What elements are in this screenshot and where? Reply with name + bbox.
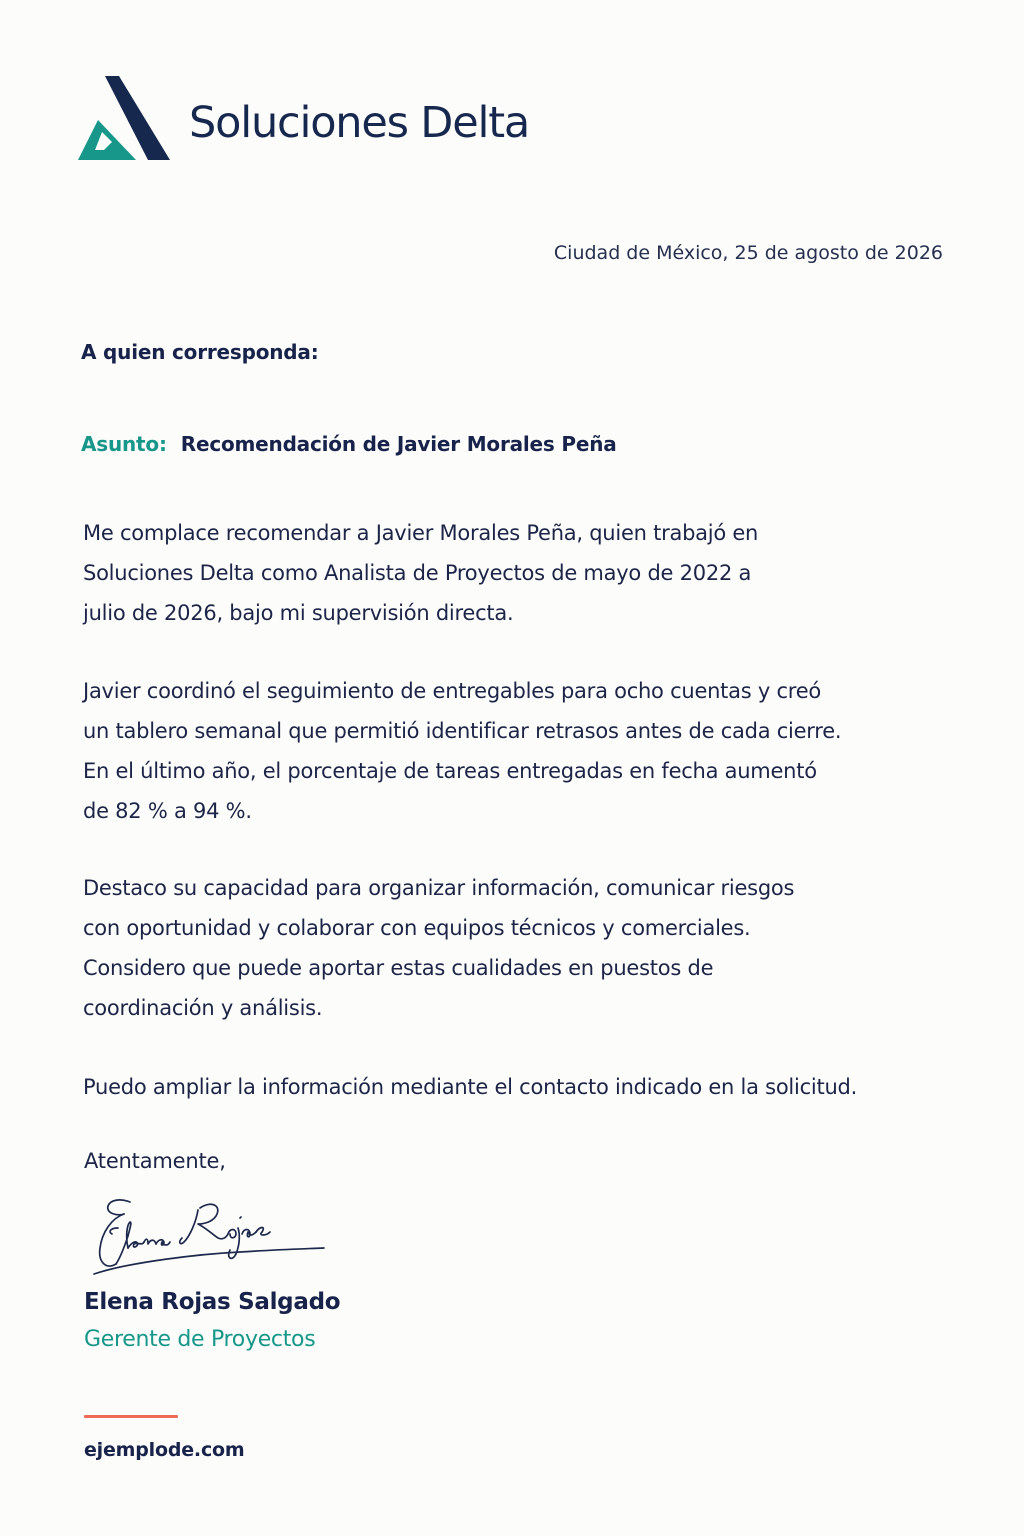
paragraph-line: Me complace recomendar a Javier Morales Peña, quien trabajó en bbox=[83, 521, 759, 545]
paragraph-line: con oportunidad y colaborar con equipos técnicos y comerciales. bbox=[83, 916, 751, 940]
handwritten-signature bbox=[90, 1192, 330, 1282]
signer-title: Gerente de Proyectos bbox=[84, 1327, 316, 1352]
paragraph-line: Considero que puede aportar estas cualidades en puestos de bbox=[83, 956, 714, 980]
body-paragraph-4 bbox=[83, 1067, 963, 1107]
paragraph-line: Soluciones Delta como Analista de Proyectos de mayo de 2022 a bbox=[83, 561, 752, 585]
salutation: A quien corresponda: bbox=[81, 340, 319, 364]
paragraph-line: un tablero semanal que permitió identificar retrasos antes de cada cierre. bbox=[83, 719, 842, 743]
subject-label: Asunto: bbox=[81, 432, 167, 456]
paragraph-line: de 82 % a 94 %. bbox=[83, 799, 252, 823]
paragraph-line: coordinación y análisis. bbox=[83, 996, 323, 1020]
signer-name: Elena Rojas Salgado bbox=[84, 1289, 341, 1315]
body-paragraph-2 bbox=[83, 671, 963, 831]
paragraph-line: Javier coordinó el seguimiento de entregables para ocho cuentas y creó bbox=[83, 679, 821, 703]
delta-triangle-logo-icon bbox=[78, 76, 170, 162]
letter-date: Ciudad de México, 25 de agosto de 2026 bbox=[553, 242, 943, 264]
paragraph-line: En el último año, el porcentaje de tareas entregadas en fecha aumentó bbox=[83, 759, 817, 783]
closing: Atentamente, bbox=[84, 1149, 226, 1173]
subject-text: Recomendación de Javier Morales Peña bbox=[180, 432, 617, 456]
paragraph-line: julio de 2026, bajo mi supervisión directa. bbox=[83, 601, 514, 625]
subject-line bbox=[81, 430, 617, 458]
company-name: Soluciones Delta bbox=[189, 98, 530, 148]
footer-accent-divider bbox=[84, 1415, 178, 1418]
body-paragraph-3 bbox=[83, 868, 963, 1028]
footer-website: ejemplode.com bbox=[84, 1439, 245, 1461]
body-paragraph-1 bbox=[83, 513, 963, 633]
paragraph-line: Puedo ampliar la información mediante el contacto indicado en la solicitud. bbox=[83, 1075, 858, 1099]
paragraph-line: Destaco su capacidad para organizar información, comunicar riesgos bbox=[83, 876, 795, 900]
